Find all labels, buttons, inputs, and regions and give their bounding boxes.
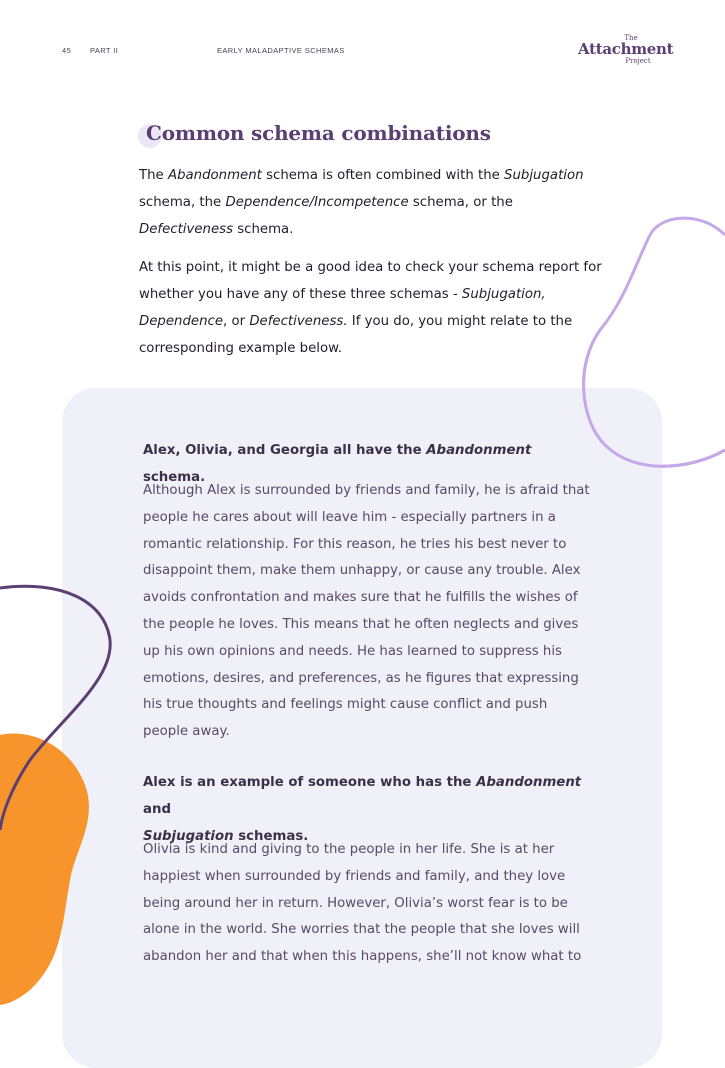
part-label: PART II (90, 46, 119, 55)
card-body-2: Olivia is kind and giving to the people in her life. She is at her happiest when surrounded by friends and family, and they love being around her in return. However, Olivia’s worst fear is to be alone in the world. She worries that the people that she loves will abandon her and that when this happens, she’ll not know what to (143, 842, 582, 965)
intro-paragraph-2: At this point, it might be a good idea to check your schema report for whether you have any of these three schemas - Subjugation, Dependence, or Defectiveness. If you do, you might relate to the corresponding example below. (139, 260, 602, 356)
logo-line-2: Attachment (578, 40, 674, 58)
logo-line-1: The (624, 34, 638, 42)
card-body-1: Although Alex is surrounded by friends and family, he is afraid that people he cares about will leave him - especially partners in a romantic relationship. For this reason, he tries his best never to disappoint them, make them unhappy, or cause any trouble. Alex avoids confrontation and makes sure that he fulfills the wishes of the people he loves. This means that he often neglects and gives up his own opinions and needs. He has learned to suppress his emotions, desires, and preferences, as he figures that expressing his true thoughts and feelings might cause conflict and push people away. (143, 483, 590, 740)
page-number: 45 (62, 46, 72, 55)
chapter-label: EARLY MALADAPTIVE SCHEMAS (217, 46, 345, 55)
card-heading-2: Alex is an example of someone who has the Abandonment and Subjugation schemas. (143, 775, 582, 844)
section-title: Common schema combinations (146, 121, 491, 145)
intro-paragraph-1: The Abandonment schema is often combined with the Subjugation schema, the Dependence/Incompetence schema, or the Defectiveness schema. (139, 168, 584, 237)
logo-line-3: Project (625, 57, 651, 65)
card-heading-1: Alex, Olivia, and Georgia all have the Abandonment schema. (143, 443, 532, 485)
